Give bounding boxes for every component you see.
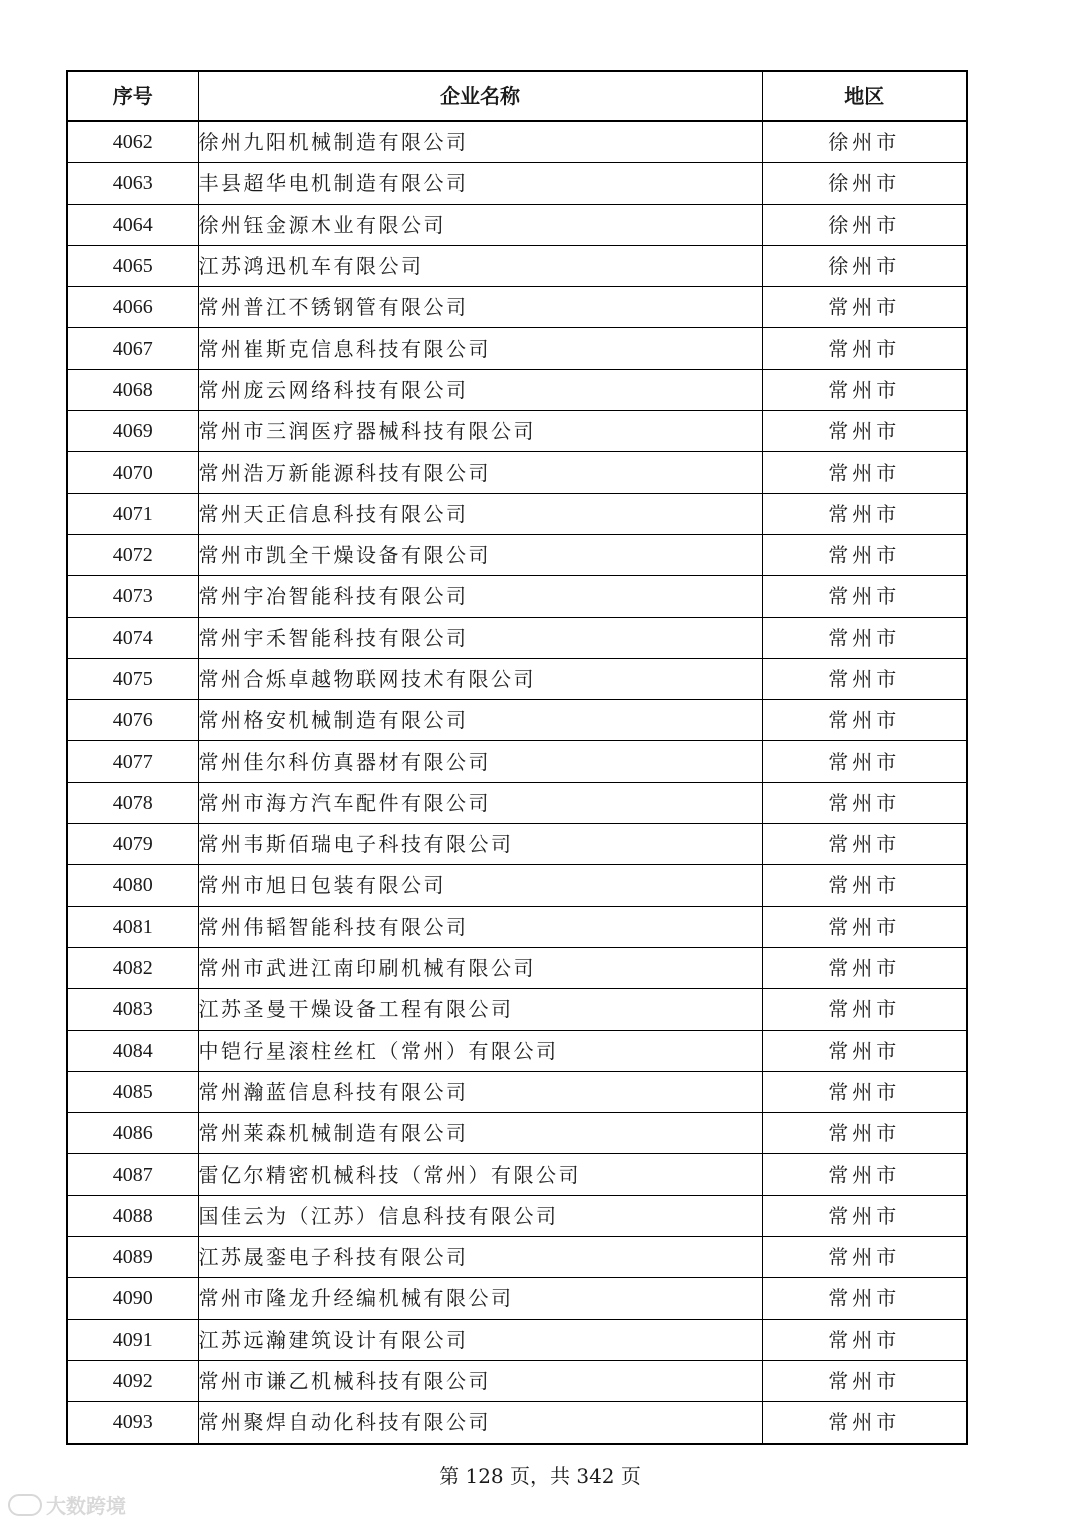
cell-company-name: 常州宇冶智能科技有限公司: [198, 576, 762, 617]
cell-region: 常州市: [762, 1030, 967, 1071]
cell-company-name: 常州市海方汽车配件有限公司: [198, 782, 762, 823]
cell-region: 常州市: [762, 534, 967, 575]
cell-region: 常州市: [762, 1319, 967, 1360]
cell-serial-number: 4089: [67, 1237, 198, 1278]
cell-company-name: 常州瀚蓝信息科技有限公司: [198, 1071, 762, 1112]
cell-serial-number: 4072: [67, 534, 198, 575]
cell-serial-number: 4081: [67, 906, 198, 947]
cell-company-name: 常州浩万新能源科技有限公司: [198, 452, 762, 493]
cell-region: 常州市: [762, 658, 967, 699]
cell-region: 常州市: [762, 865, 967, 906]
table-row: [67, 1113, 967, 1154]
cell-company-name: 江苏远瀚建筑设计有限公司: [198, 1319, 762, 1360]
table-row: [67, 245, 967, 286]
cell-region: 常州市: [762, 328, 967, 369]
header-region: 地区: [762, 71, 967, 121]
table-row: [67, 534, 967, 575]
cell-serial-number: 4067: [67, 328, 198, 369]
cell-region: 常州市: [762, 741, 967, 782]
watermark-text: 大数跨境: [46, 1494, 126, 1518]
header-serial-number: 序号: [67, 71, 198, 121]
cell-company-name: 徐州钰金源木业有限公司: [198, 204, 762, 245]
cell-region: 常州市: [762, 576, 967, 617]
cell-serial-number: 4062: [67, 121, 198, 163]
cell-company-name: 国佳云为（江苏）信息科技有限公司: [198, 1195, 762, 1236]
cell-company-name: 常州市旭日包装有限公司: [198, 865, 762, 906]
table-row: [67, 452, 967, 493]
cell-company-name: 常州市谦乙机械科技有限公司: [198, 1360, 762, 1401]
cell-region: 常州市: [762, 411, 967, 452]
header-company-name: 企业名称: [198, 71, 762, 121]
cell-region: 常州市: [762, 287, 967, 328]
cell-company-name: 常州伟韬智能科技有限公司: [198, 906, 762, 947]
cell-company-name: 常州佳尔科仿真器材有限公司: [198, 741, 762, 782]
table-row: [67, 1402, 967, 1444]
table-row: [67, 1319, 967, 1360]
table-row: [67, 204, 967, 245]
table-header-row: [67, 71, 967, 121]
cell-serial-number: 4065: [67, 245, 198, 286]
cell-serial-number: 4070: [67, 452, 198, 493]
cell-company-name: 常州市凯全干燥设备有限公司: [198, 534, 762, 575]
cell-company-name: 常州格安机械制造有限公司: [198, 700, 762, 741]
cell-serial-number: 4088: [67, 1195, 198, 1236]
table-row: [67, 1030, 967, 1071]
cell-company-name: 徐州九阳机械制造有限公司: [198, 121, 762, 163]
cell-serial-number: 4083: [67, 989, 198, 1030]
cell-serial-number: 4069: [67, 411, 198, 452]
cell-company-name: 常州天正信息科技有限公司: [198, 493, 762, 534]
cell-serial-number: 4066: [67, 287, 198, 328]
cell-serial-number: 4073: [67, 576, 198, 617]
cell-company-name: 常州市三润医疗器械科技有限公司: [198, 411, 762, 452]
cell-region: 常州市: [762, 700, 967, 741]
cell-company-name: 丰县超华电机制造有限公司: [198, 163, 762, 204]
cell-region: 常州市: [762, 617, 967, 658]
cell-serial-number: 4071: [67, 493, 198, 534]
company-table: [66, 70, 968, 1445]
cell-company-name: 常州市隆龙升经编机械有限公司: [198, 1278, 762, 1319]
cell-region: 常州市: [762, 1237, 967, 1278]
table-row: [67, 1154, 967, 1195]
cell-company-name: 中铠行星滚柱丝杠（常州）有限公司: [198, 1030, 762, 1071]
table-row: [67, 287, 967, 328]
cell-serial-number: 4079: [67, 824, 198, 865]
page-number: 第 128 页，共 342 页: [439, 1464, 641, 1488]
cell-region: 常州市: [762, 369, 967, 410]
cell-region: 常州市: [762, 493, 967, 534]
cell-region: 常州市: [762, 1113, 967, 1154]
table-row: [67, 411, 967, 452]
table-row: [67, 865, 967, 906]
cell-company-name: 江苏鸿迅机车有限公司: [198, 245, 762, 286]
cell-serial-number: 4087: [67, 1154, 198, 1195]
cell-serial-number: 4093: [67, 1402, 198, 1444]
cell-company-name: 江苏晟銮电子科技有限公司: [198, 1237, 762, 1278]
cell-company-name: 常州崔斯克信息科技有限公司: [198, 328, 762, 369]
table-row: [67, 947, 967, 988]
cell-serial-number: 4076: [67, 700, 198, 741]
cell-company-name: 常州聚焊自动化科技有限公司: [198, 1402, 762, 1444]
cell-region: 常州市: [762, 1278, 967, 1319]
watermark: [8, 1490, 126, 1519]
table-row: [67, 989, 967, 1030]
cell-region: 徐州市: [762, 163, 967, 204]
cell-region: 常州市: [762, 947, 967, 988]
cell-company-name: 常州宇禾智能科技有限公司: [198, 617, 762, 658]
table-row: [67, 1237, 967, 1278]
cell-company-name: 常州庞云网络科技有限公司: [198, 369, 762, 410]
cell-region: 常州市: [762, 782, 967, 823]
cell-region: 常州市: [762, 1360, 967, 1401]
cell-serial-number: 4064: [67, 204, 198, 245]
table-row: [67, 658, 967, 699]
cell-company-name: 雷亿尔精密机械科技（常州）有限公司: [198, 1154, 762, 1195]
table-row: [67, 163, 967, 204]
cell-region: 常州市: [762, 989, 967, 1030]
table-row: [67, 824, 967, 865]
cell-serial-number: 4090: [67, 1278, 198, 1319]
cell-region: 徐州市: [762, 204, 967, 245]
table-row: [67, 1278, 967, 1319]
table-row: [67, 700, 967, 741]
table-row: [67, 782, 967, 823]
table-row: [67, 576, 967, 617]
cell-serial-number: 4078: [67, 782, 198, 823]
table-row: [67, 617, 967, 658]
cell-serial-number: 4080: [67, 865, 198, 906]
cell-company-name: 常州韦斯佰瑞电子科技有限公司: [198, 824, 762, 865]
cell-region: 常州市: [762, 1154, 967, 1195]
cell-region: 常州市: [762, 824, 967, 865]
table-row: [67, 1360, 967, 1401]
table-row: [67, 369, 967, 410]
cell-serial-number: 4077: [67, 741, 198, 782]
cell-serial-number: 4063: [67, 163, 198, 204]
cell-serial-number: 4086: [67, 1113, 198, 1154]
cell-region: 常州市: [762, 1071, 967, 1112]
cell-region: 常州市: [762, 906, 967, 947]
weibo-logo-icon: [8, 1494, 42, 1516]
cell-serial-number: 4084: [67, 1030, 198, 1071]
cell-region: 常州市: [762, 1195, 967, 1236]
cell-region: 常州市: [762, 452, 967, 493]
table-row: [67, 1195, 967, 1236]
table-row: [67, 741, 967, 782]
cell-serial-number: 4074: [67, 617, 198, 658]
cell-company-name: 常州普江不锈钢管有限公司: [198, 287, 762, 328]
cell-serial-number: 4082: [67, 947, 198, 988]
cell-company-name: 常州莱森机械制造有限公司: [198, 1113, 762, 1154]
cell-serial-number: 4075: [67, 658, 198, 699]
cell-company-name: 常州市武进江南印刷机械有限公司: [198, 947, 762, 988]
cell-company-name: 常州合烁卓越物联网技术有限公司: [198, 658, 762, 699]
cell-region: 常州市: [762, 1402, 967, 1444]
cell-region: 徐州市: [762, 245, 967, 286]
cell-serial-number: 4085: [67, 1071, 198, 1112]
cell-serial-number: 4091: [67, 1319, 198, 1360]
table-row: [67, 121, 967, 163]
table-body: [67, 121, 967, 1444]
table-row: [67, 906, 967, 947]
cell-region: 徐州市: [762, 121, 967, 163]
cell-serial-number: 4092: [67, 1360, 198, 1401]
cell-serial-number: 4068: [67, 369, 198, 410]
table-row: [67, 493, 967, 534]
table-row: [67, 1071, 967, 1112]
table-row: [67, 328, 967, 369]
cell-company-name: 江苏圣曼干燥设备工程有限公司: [198, 989, 762, 1030]
